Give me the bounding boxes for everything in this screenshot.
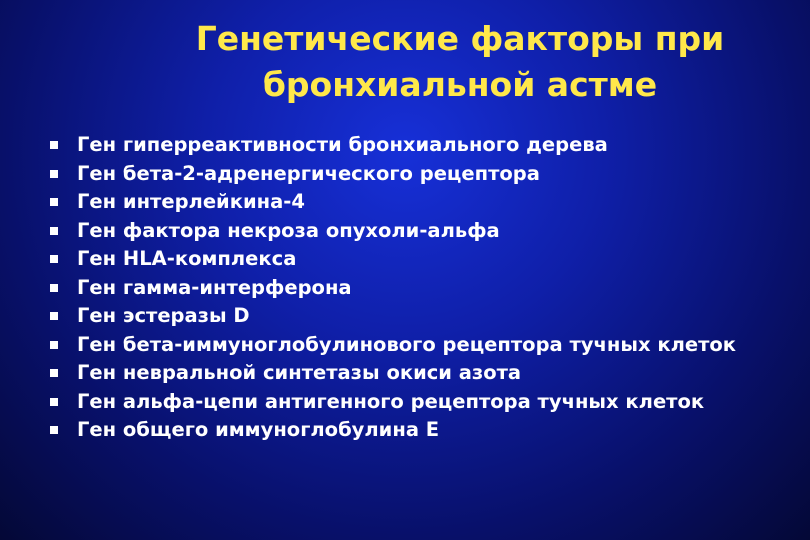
square-bullet-icon [50, 284, 58, 292]
bullet-list [50, 131, 790, 445]
list-item-text: Ген бета-иммуноглобулинового рецептора тучных клеток [77, 332, 737, 356]
title-line-2: бронхиальной астме [262, 65, 658, 104]
list-item-text: Ген невральной синтетазы окиси азота [77, 361, 522, 384]
list-item [50, 217, 790, 246]
list-item-text: Ген гамма-интерферона [77, 275, 352, 299]
list-item [50, 302, 790, 331]
list-item-text: Ген фактора некроза опухоли-альфа [77, 218, 500, 242]
list-item [50, 160, 790, 189]
square-bullet-icon [50, 426, 58, 434]
square-bullet-icon [50, 141, 58, 149]
square-bullet-icon [50, 255, 58, 263]
list-item-text: Ген гиперреактивности бронхиального дерева [77, 133, 608, 156]
list-item [50, 359, 790, 388]
list-item-text: Ген общего иммуноглобулина Е [77, 418, 440, 441]
list-item [50, 188, 790, 217]
square-bullet-icon [50, 227, 58, 235]
list-item [50, 331, 790, 360]
list-item-text: Ген бета-2-адренергического рецептора [77, 161, 540, 185]
list-item-text: Ген интерлейкина-4 [77, 190, 305, 213]
list-item-text: Ген эстеразы D [77, 304, 250, 327]
square-bullet-icon [50, 341, 58, 349]
square-bullet-icon [50, 312, 58, 320]
slide-title [185, 16, 735, 108]
square-bullet-icon [50, 198, 58, 206]
list-item-text: Ген альфа-цепи антигенного рецептора тучных клеток [77, 389, 705, 413]
title-line-1: Генетические факторы при [195, 19, 725, 58]
square-bullet-icon [50, 398, 58, 406]
square-bullet-icon [50, 369, 58, 377]
list-item [50, 245, 790, 274]
square-bullet-icon [50, 170, 58, 178]
list-item [50, 416, 790, 445]
list-item [50, 274, 790, 303]
list-item [50, 388, 790, 417]
list-item [50, 131, 790, 160]
list-item-text: Ген HLA-комплекса [77, 247, 297, 270]
